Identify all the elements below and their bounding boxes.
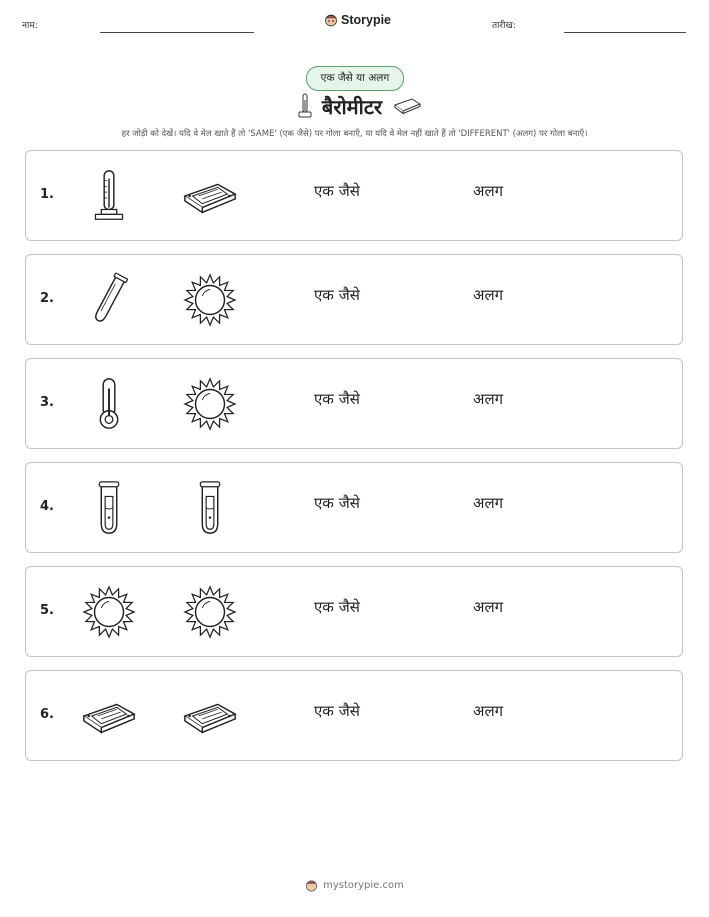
title-text: बैरोमीटर [321, 94, 383, 119]
page-title [280, 91, 440, 121]
question-row [25, 254, 683, 345]
same-option[interactable]: एक जैसे [314, 182, 360, 200]
barometer-box-icon [392, 96, 422, 116]
footer [0, 879, 709, 892]
question-row [25, 358, 683, 449]
different-option[interactable]: अलग [473, 702, 504, 720]
same-option[interactable]: एक जैसे [314, 702, 360, 720]
question-number: 2. [40, 291, 54, 306]
footer-url[interactable]: mystorypie.com [323, 880, 404, 891]
different-option[interactable]: अलग [473, 494, 504, 512]
different-option[interactable]: अलग [473, 286, 504, 304]
brand-name: Storypie [341, 13, 392, 27]
sun-icon [80, 583, 138, 641]
barometer-box-icon [181, 167, 239, 225]
question-row [25, 566, 683, 657]
name-label: नाम: [22, 21, 38, 31]
sun-icon [181, 271, 239, 329]
question-number: 6. [40, 707, 54, 722]
different-option[interactable]: अलग [473, 390, 504, 408]
question-number: 1. [40, 187, 54, 202]
test-tube-liquid-icon [80, 479, 138, 537]
different-option[interactable]: अलग [473, 598, 504, 616]
sun-icon [181, 583, 239, 641]
same-option[interactable]: एक जैसे [314, 494, 360, 512]
sun-icon [181, 375, 239, 433]
name-line[interactable] [100, 32, 254, 33]
question-number: 3. [40, 395, 54, 410]
instructions: हर जोड़ी को देखें। यदि वे मेल खाते हैं तो 'SAME' (एक जैसे) पर गोला बनाएँ, या यदि वे मेल नहीं खाते हैं तो 'DIFFERENT' (अलग) पर गोला बनाएँ। [121, 129, 588, 139]
test-tube-icon [80, 271, 138, 329]
thermometer-icon [298, 92, 312, 120]
barometer-thermometer-icon [80, 167, 138, 225]
barometer-box-icon [80, 687, 138, 745]
question-row [25, 670, 683, 761]
storypie-mascot-icon [324, 13, 338, 27]
storypie-mascot-icon [305, 879, 318, 892]
question-number: 4. [40, 499, 54, 514]
worksheet-type-badge: एक जैसे या अलग [306, 66, 404, 91]
same-option[interactable]: एक जैसे [314, 390, 360, 408]
date-line[interactable] [564, 32, 686, 33]
question-number: 5. [40, 603, 54, 618]
thermometer-icon [80, 375, 138, 433]
same-option[interactable]: एक जैसे [314, 598, 360, 616]
different-option[interactable]: अलग [473, 182, 504, 200]
brand-logo [324, 13, 391, 27]
question-row [25, 150, 683, 241]
same-option[interactable]: एक जैसे [314, 286, 360, 304]
date-label: तारीख: [492, 21, 516, 31]
question-row [25, 462, 683, 553]
test-tube-liquid-icon [181, 479, 239, 537]
barometer-box-icon [181, 687, 239, 745]
